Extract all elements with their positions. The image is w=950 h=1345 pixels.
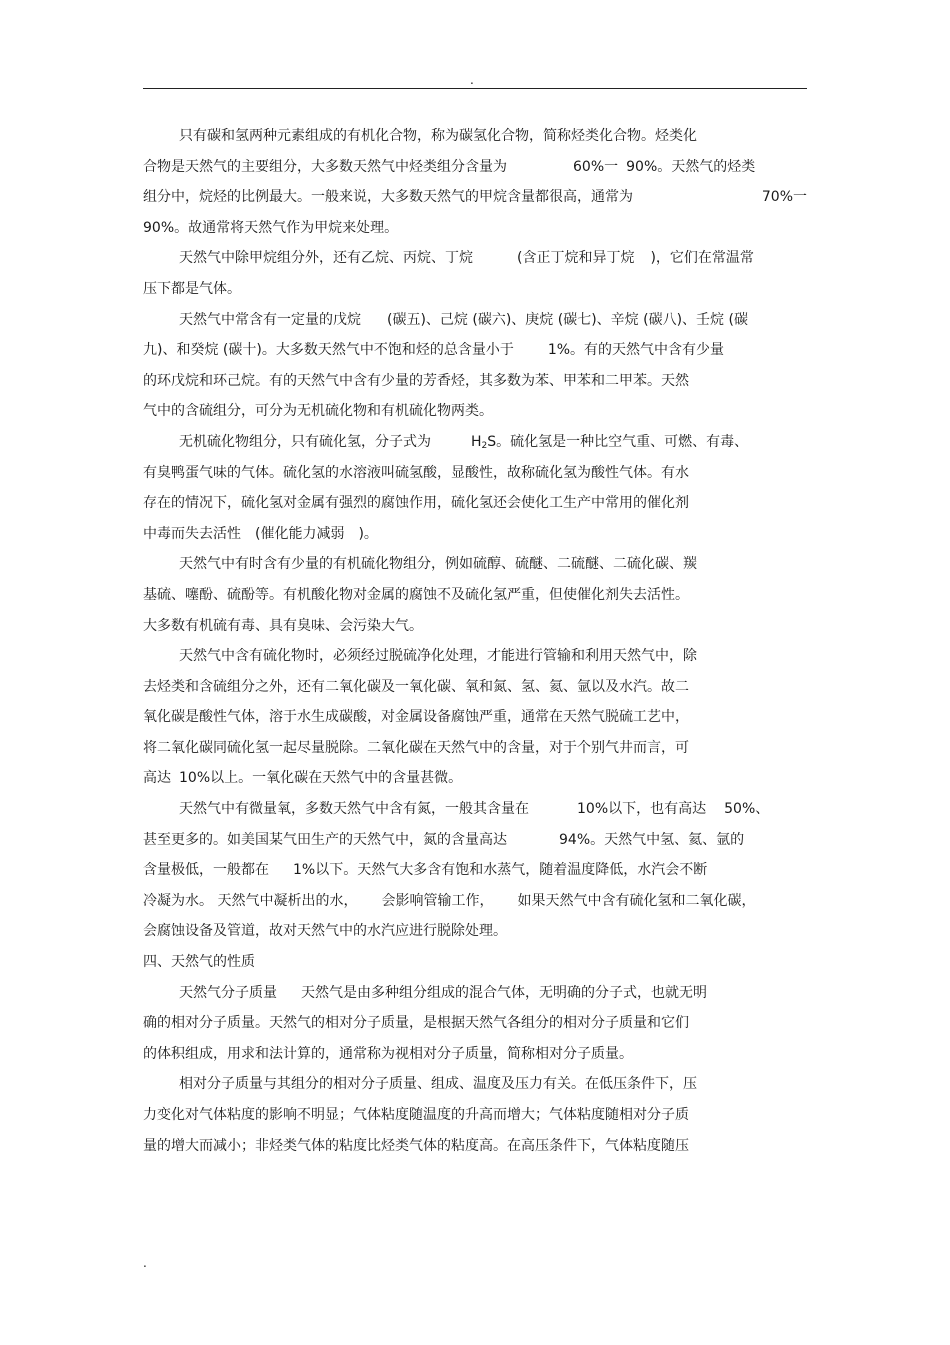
text-span: 10%以上。一氧化碳在天然气中的含量甚微。 xyxy=(179,770,463,787)
text-line: 基硫、噻酚、硫酚等。有机酸化物对金属的腐蚀不及硫化氢严重，但使催化剂失去活性。 xyxy=(143,586,689,603)
text-span: )。 xyxy=(358,525,378,542)
text-line: 90%。故通常将天然气作为甲烷来处理。 xyxy=(143,219,399,236)
formula-h: H xyxy=(471,433,482,450)
text-span: (碳五)、己烷 (碳六)、庚烷 (碳七)、辛烷 (碳八)、壬烷 (碳 xyxy=(387,311,748,328)
text-span: 天然气是由多种组分组成的混合气体，无明确的分子式，也就无明 xyxy=(301,984,707,1001)
text-span: (催化能力减弱 xyxy=(255,525,345,542)
text-line xyxy=(143,886,807,917)
text-line: 大多数有机硫有毒、具有臭味、会污染大气。 xyxy=(143,617,423,634)
text-line xyxy=(143,182,807,213)
text-line: 压下都是气体。 xyxy=(143,280,241,297)
text-span: 会影响管输工作， xyxy=(381,892,494,909)
text-line xyxy=(143,305,807,336)
text-line xyxy=(143,335,807,366)
text-span: )，它们在常温常 xyxy=(650,250,754,267)
text-line: 有臭鸭蛋气味的气体。硫化氢的水溶液叫硫氢酸，显酸性，故称硫化氢为酸性气体。有水 xyxy=(143,464,689,481)
text-line: 存在的情况下，硫化氢对金属有强烈的腐蚀作用，硫化氢还会使化工生产中常用的催化剂 xyxy=(143,495,689,512)
text-line: 气中的含硫组分，可分为无机硫化物和有机硫化物两类。 xyxy=(143,403,493,420)
text-line: 量的增大而减小；非烃类气体的粘度比烃类气体的粘度高。在高压条件下，气体粘度随压 xyxy=(143,1137,689,1154)
text-span: 合物是天然气的主要组分，大多数天然气中烃类组分含量为 xyxy=(143,158,507,175)
text-line: 的环戊烷和环己烷。有的天然气中含有少量的芳香烃，其多数为苯、甲苯和二甲苯。天然 xyxy=(143,372,689,389)
formula-subscript: 2 xyxy=(481,440,488,451)
document-body xyxy=(143,121,807,1161)
text-line xyxy=(143,825,807,856)
text-line xyxy=(143,243,807,274)
text-span: 组分中，烷烃的比例最大。一般来说，大多数天然气的甲烷含量都很高，通常为 xyxy=(143,189,633,206)
text-line: 去烃类和含硫组分之外，还有二氧化碳及一氧化碳、氧和氮、氢、氦、氩以及水汽。故二 xyxy=(143,678,689,695)
header-dot: . xyxy=(470,73,474,87)
text-span: 天然气分子质量 xyxy=(179,984,277,1001)
text-span: 九)、和癸烷 (碳十)。大多数天然气中不饱和烃的总含量小于 xyxy=(143,342,514,359)
footer-dot: . xyxy=(143,1256,147,1270)
text-line xyxy=(143,763,807,794)
text-span: 10%以下，也有高达 xyxy=(577,801,707,818)
text-line: 只有碳和氢两种元素组成的有机化合物，称为碳氢化合物，简称烃类化合物。烃类化 xyxy=(179,128,697,144)
text-span: 90%。天然气的烃类 xyxy=(626,158,756,175)
text-span: 60%一 xyxy=(573,158,619,175)
text-line xyxy=(143,855,807,886)
text-span: 天然气中除甲烷组分外，还有乙烷、丙烷、丁烷 xyxy=(179,250,473,267)
text-line: 氧化碳是酸性气体，溶于水生成碳酸，对金属设备腐蚀严重，通常在天然气脱硫工艺中， xyxy=(143,709,689,726)
text-span: 天然气中常含有一定量的戊烷 xyxy=(179,311,361,328)
text-line: 天然气中有时含有少量的有机硫化物组分，例如硫醇、硫醚、二硫醚、二硫化碳、羰 xyxy=(179,556,697,573)
text-line: 将二氧化碳同硫化氢一起尽量脱除。二氧化碳在天然气中的含量，对于个别气井而言，可 xyxy=(143,739,689,756)
text-span: 含量极低，一般都在 xyxy=(143,862,269,879)
header-rule xyxy=(143,88,807,89)
text-line: 的体积组成，用求和法计算的，通常称为视相对分子质量，简称相对分子质量。 xyxy=(143,1045,633,1062)
text-span: 50%、 xyxy=(724,801,770,818)
text-span: 无机硫化物组分，只有硫化氢，分子式为 xyxy=(179,433,431,450)
text-line: 确的相对分子质量。天然气的相对分子质量，是根据天然气各组分的相对分子质量和它们 xyxy=(143,1015,689,1032)
text-line xyxy=(143,519,807,550)
text-span: 中毒而失去活性 xyxy=(143,525,241,542)
section-heading: 四、天然气的性质 xyxy=(143,954,255,971)
text-span: 冷凝为水。 天然气中凝析出的水， xyxy=(143,892,358,909)
text-line: 相对分子质量与其组分的相对分子质量、组成、温度及压力有关。在低压条件下，压 xyxy=(179,1076,697,1093)
text-span: 高达 xyxy=(143,770,171,787)
text-line xyxy=(143,427,807,458)
text-line: 会腐蚀设备及管道，故对天然气中的水汽应进行脱除处理。 xyxy=(143,923,507,940)
text-span: 如果天然气中含有硫化氢和二氧化碳， xyxy=(517,892,756,909)
text-span: 70%一 xyxy=(761,189,807,206)
text-line: 天然气中含有硫化物时，必须经过脱硫净化处理，才能进行管输和利用天然气中，除 xyxy=(179,648,697,665)
text-span: 1%以下。天然气大多含有饱和水蒸气，随着温度降低，水汽会不断 xyxy=(293,862,708,879)
text-line xyxy=(143,794,807,825)
text-line: 力变化对气体粘度的影响不明显；气体粘度随温度的升高而增大；气体粘度随相对分子质 xyxy=(143,1107,689,1123)
text-line xyxy=(143,978,807,1009)
text-span: 94%。天然气中氢、氦、氩的 xyxy=(559,831,745,848)
text-span: 甚至更多的。如美国某气田生产的天然气中，氮的含量高达 xyxy=(143,831,507,848)
text-span: 天然气中有微量氧，多数天然气中含有氮，一般其含量在 xyxy=(179,801,529,818)
text-span: 1%。有的天然气中含有少量 xyxy=(547,342,725,359)
text-line xyxy=(143,152,807,183)
text-span: S。硫化氢是一种比空气重、可燃、有毒、 xyxy=(487,433,749,450)
text-span: (含正丁烷和异丁烷 xyxy=(517,250,635,267)
